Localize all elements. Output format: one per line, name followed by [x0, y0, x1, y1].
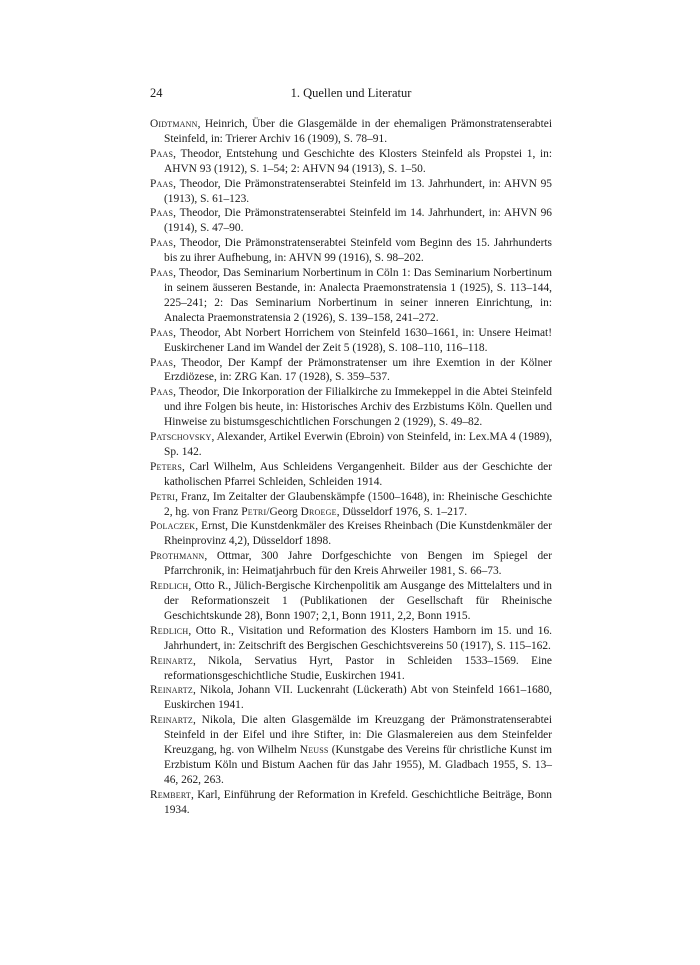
- entry-author: Paas: [150, 177, 174, 190]
- bibliography-entry: [150, 177, 552, 207]
- entry-text: , Karl, Einführung der Reformation in Krefeld. Geschichtliche Beiträge, Bonn 1934.: [164, 788, 552, 816]
- bibliography-entry: [150, 549, 552, 579]
- bibliography-entry: [150, 206, 552, 236]
- entry-author: Petri: [150, 490, 176, 503]
- entry-author: Reinartz: [150, 654, 193, 667]
- entry-author: Rembert: [150, 788, 191, 801]
- entry-text: , Nikola, Die alten Glasgemälde im Kreuzgang der Prämonstratenserabtei Steinfeld in der Eifel und ihre Stifter, in: Die Glasmalereien aus dem Steinfelder Kreuzgang, hg. von Wilhelm Neuss (Kunstgabe des Vereins für christliche Kunst im Erzbistum Köln und Bistum Aachen für das Jahr 1955), M. Gladbach 1955, S. 13–46, 262, 263.: [164, 714, 552, 786]
- bibliography-entry: [150, 683, 552, 713]
- bibliography-entry: [150, 713, 552, 788]
- entry-author: Polaczek: [150, 520, 196, 533]
- entry-text: , Nikola, Servatius Hyrt, Pastor in Schleiden 1533–1569. Eine reformationsgeschichtliche Studie, Euskirchen 1941.: [164, 654, 552, 682]
- entry-text: , Theodor, Die Prämonstratenserabtei Steinfeld vom Beginn des 15. Jahrhunderts bis zu ihrer Aufhebung, in: AHVN 99 (1916), S. 98–202.: [164, 237, 552, 265]
- entry-text: , Otto R., Visitation und Reformation des Klosters Hamborn im 15. und 16. Jahrhundert, in: Zeitschrift des Bergischen Geschichtsvereins 50 (1917), S. 115–162.: [164, 624, 552, 652]
- bibliography-entry: [150, 356, 552, 386]
- bibliography-list: [150, 117, 552, 818]
- bibliography-entry: [150, 385, 552, 430]
- entry-author: Peters: [150, 460, 182, 473]
- entry-text: , Theodor, Das Seminarium Norbertinum in Cöln 1: Das Seminarium Norbertinum in seinem äusseren Bestande, in: Analecta Praemonstratensia 1 (1925), S. 113–144, 225–241; 2: Das Seminarium Norbertinum in seiner inneren Einrichtung, in: Analecta Praemonstratensia 2 (1926), S. 139–158, 241–272.: [164, 267, 552, 324]
- bibliography-entry: [150, 236, 552, 266]
- entry-text: , Otto R., Jülich-Bergische Kirchenpolitik am Ausgange des Mittelalters und in der Reformationszeit 1 (Publikationen der Gesellschaft für Rheinische Geschichtskunde 28), Bonn 1907; 2,1, Bonn 1911, 2,2, Bonn 1915.: [164, 580, 552, 622]
- entry-text: , Theodor, Die Prämonstratenserabtei Steinfeld im 13. Jahrhundert, in: AHVN 95 (1913), S. 61–123.: [164, 177, 552, 205]
- page-number: 24: [150, 86, 163, 100]
- entry-author: Redlich: [150, 624, 189, 637]
- entry-text: , Carl Wilhelm, Aus Schleidens Vergangenheit. Bilder aus der Geschichte der katholischen Pfarrei Schleiden, Schleiden 1914.: [164, 460, 552, 488]
- entry-author: Paas: [150, 207, 174, 220]
- entry-author: Patschovsky: [150, 431, 212, 444]
- entry-text: , Theodor, Der Kampf der Prämonstratenser um ihre Exemtion in der Kölner Erzdiözese, in: ZRG Kan. 17 (1928), S. 359–537.: [164, 356, 552, 384]
- entry-author: Oidtmann: [150, 118, 198, 130]
- entry-text: , Theodor, Entstehung und Geschichte des Klosters Steinfeld als Propstei 1, in: AHVN 93 (1912), S. 1–54; 2: AHVN 94 (1913), S. 1–50.: [164, 147, 552, 175]
- entry-text: , Franz, Im Zeitalter der Glaubenskämpfe (1500–1648), in: Rheinische Geschichte 2, hg. von Franz Petri/Georg Droege, Düsseldorf 1976, S. 1–217.: [164, 490, 552, 518]
- running-head: [150, 84, 552, 102]
- bibliography-entry: [150, 460, 552, 490]
- bibliography-entry: [150, 117, 552, 147]
- entry-author: Prothmann: [150, 550, 205, 563]
- bibliography-entry: [150, 326, 552, 356]
- entry-author: Paas: [150, 326, 174, 339]
- entry-text: , Theodor, Die Inkorporation der Filialkirche zu Immekeppel in die Abtei Steinfeld und ihre Folgen bis heute, in: Historisches Archiv des Erzbistums Köln. Quellen und Hinweise zu bistumsgeschichtlichen Forschungen 2 (1929), S. 49–82.: [164, 386, 552, 429]
- bibliography-entry: [150, 624, 552, 654]
- bibliography-entry: [150, 430, 552, 460]
- entry-author: Reinartz: [150, 684, 193, 697]
- entry-author: Paas: [150, 147, 174, 160]
- entry-author: Paas: [150, 386, 174, 399]
- bibliography-entry: [150, 147, 552, 177]
- entry-author: Reinartz: [150, 714, 193, 727]
- bibliography-entry: [150, 519, 552, 549]
- entry-text: , Alexander, Artikel Everwin (Ebroin) von Steinfeld, in: Lex.MA 4 (1989), Sp. 142.: [164, 431, 552, 458]
- entry-author: Paas: [150, 356, 174, 369]
- entry-text: , Ernst, Die Kunstdenkmäler des Kreises Rheinbach (Die Kunstdenkmäler der Rheinprovinz 4,2), Düsseldorf 1898.: [164, 520, 552, 548]
- bibliography-entry: [150, 654, 552, 684]
- entry-text: , Theodor, Abt Norbert Horrichem von Steinfeld 1630–1661, in: Unsere Heimat! Euskirchener Land im Wandel der Zeit 5 (1928), S. 108–110, 116–118.: [164, 326, 552, 354]
- entry-text: , Ottmar, 300 Jahre Dorfgeschichte von Bengen im Spiegel der Pfarrchronik, in: Heimatjahrbuch für den Kreis Ahrweiler 1981, S. 66–73.: [164, 550, 552, 578]
- entry-text: , Heinrich, Über die Glasgemälde in der ehemaligen Prämonstratenserabtei Steinfeld, in: Trierer Archiv 16 (1909), S. 78–91.: [164, 118, 552, 145]
- bibliography-entry: [150, 266, 552, 326]
- bibliography-entry: [150, 788, 552, 818]
- entry-text: , Nikola, Johann VII. Luckenraht (Lückerath) Abt von Steinfeld 1661–1680, Euskirchen 1941.: [164, 684, 552, 712]
- section-title: 1. Quellen und Literatur: [290, 86, 412, 100]
- entry-author: Paas: [150, 267, 174, 280]
- bibliography-entry: [150, 579, 552, 624]
- entry-author: Redlich: [150, 580, 189, 593]
- entry-author: Paas: [150, 237, 174, 250]
- entry-text: , Theodor, Die Prämonstratenserabtei Steinfeld im 14. Jahrhundert, in: AHVN 96 (1914), S. 47–90.: [164, 207, 552, 235]
- bibliography-entry: [150, 490, 552, 520]
